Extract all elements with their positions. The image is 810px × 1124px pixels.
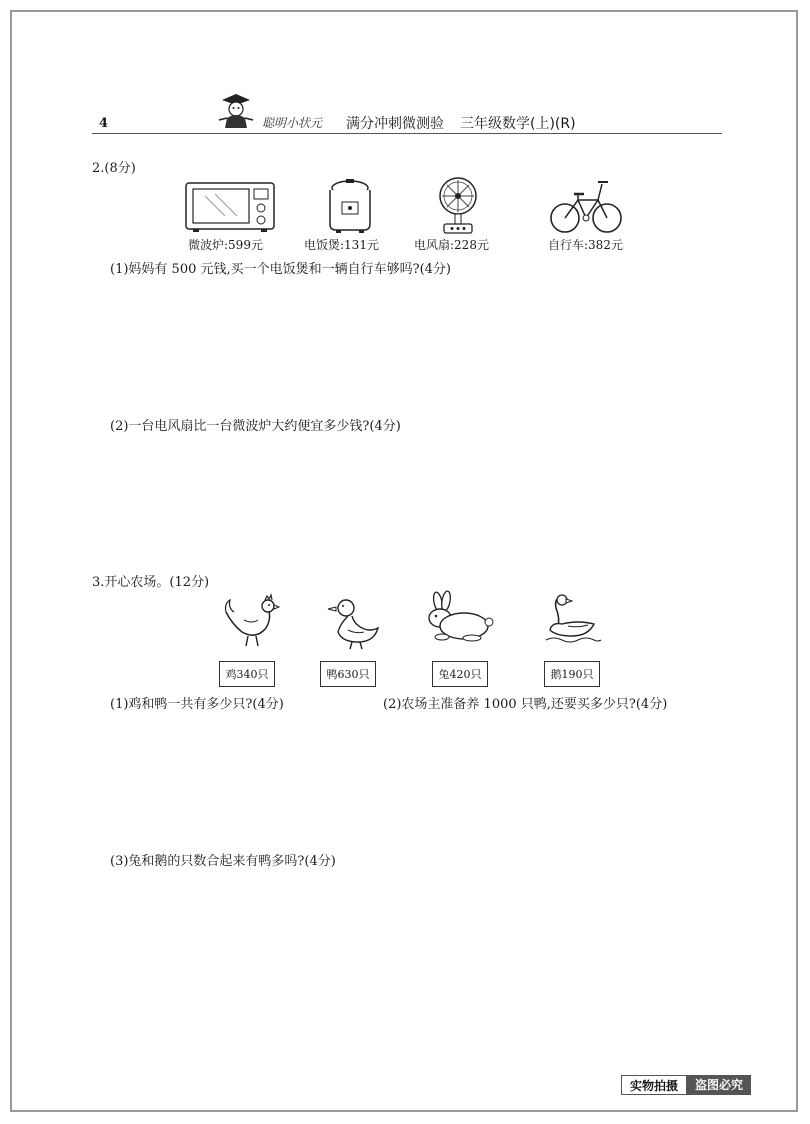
brand-logo-text: 聪明小状元 bbox=[262, 116, 323, 130]
question-3-title: 3.开心农场。(12分) bbox=[92, 575, 210, 590]
rabbit-icon bbox=[424, 592, 494, 644]
header-divider bbox=[92, 133, 722, 134]
bicycle-icon bbox=[548, 178, 624, 234]
question-3-part-1: (1)鸡和鸭一共有多少只?(4分) bbox=[110, 697, 284, 712]
subject-title: 三年级数学(上)(R) bbox=[460, 116, 576, 132]
goose-icon bbox=[544, 592, 602, 644]
copyright-stamp bbox=[621, 1075, 751, 1095]
item-caption-bicycle: 自行车:382元 bbox=[548, 238, 623, 252]
count-label-goose: 鹅190只 bbox=[544, 661, 600, 687]
item-caption-electric-fan: 电风扇:228元 bbox=[414, 238, 489, 252]
count-label-chicken: 鸡340只 bbox=[219, 661, 275, 687]
electric-fan-icon bbox=[436, 176, 480, 236]
item-caption-rice-cooker: 电饭煲:131元 bbox=[304, 238, 379, 252]
question-2-title: 2.(8分) bbox=[92, 161, 136, 176]
count-label-duck: 鸭630只 bbox=[320, 661, 376, 687]
mascot-icon bbox=[214, 92, 258, 132]
question-3-part-3: (3)兔和鹅的只数合起来有鸭多吗?(4分) bbox=[110, 854, 336, 869]
item-caption-microwave: 微波炉:599元 bbox=[188, 238, 263, 252]
question-3-part-2: (2)农场主准备养 1000 只鸭,还要买多少只?(4分) bbox=[383, 697, 668, 712]
stamp-left-text: 实物拍摄 bbox=[621, 1075, 687, 1095]
count-label-rabbit: 兔420只 bbox=[432, 661, 488, 687]
rice-cooker-icon bbox=[326, 178, 374, 234]
stamp-right-text: 盗图必究 bbox=[687, 1075, 751, 1095]
duck-icon bbox=[326, 596, 380, 652]
page-number: 4 bbox=[99, 116, 109, 131]
question-2-part-1: (1)妈妈有 500 元钱,买一个电饭煲和一辆自行车够吗?(4分) bbox=[110, 262, 452, 277]
microwave-icon bbox=[185, 182, 275, 234]
chicken-icon bbox=[220, 594, 280, 650]
header-title bbox=[346, 113, 576, 133]
question-2-part-2: (2)一台电风扇比一台微波炉大约便宜多少钱?(4分) bbox=[110, 419, 401, 434]
series-title: 满分冲刺微测验 bbox=[346, 116, 444, 132]
